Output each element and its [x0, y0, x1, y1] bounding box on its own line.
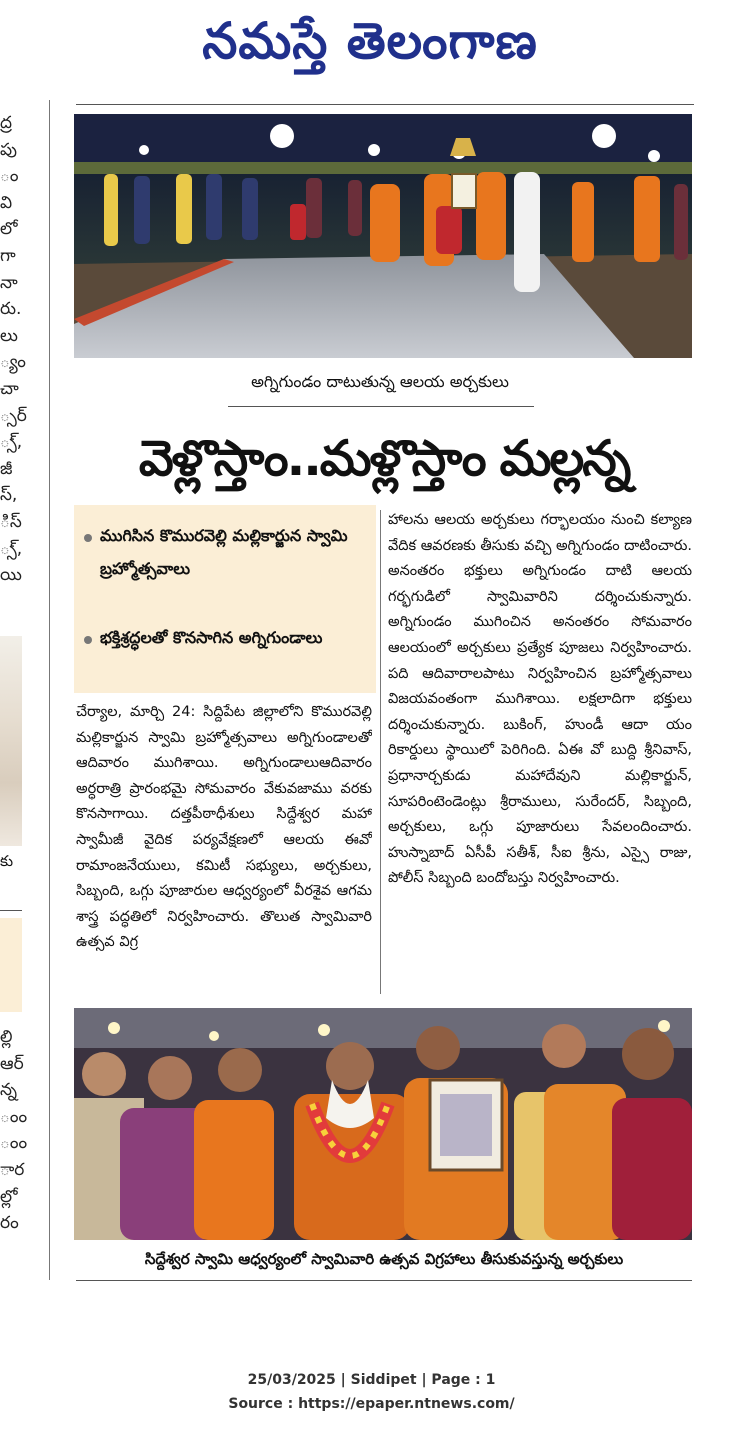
adjacent-article-line: ం: [0, 166, 19, 187]
adjacent-article-column-lower: [0, 1024, 30, 1244]
adjacent-article-line: ద్ర: [0, 113, 13, 133]
adjacent-article-line: లు: [0, 325, 18, 346]
adjacent-article-photo: [0, 636, 22, 846]
highlight-text: భక్తిశ్రద్ధలతో కొనసాగిన అగ్నిగుండాలు: [100, 628, 323, 647]
adjacent-article-column: [0, 110, 30, 600]
adjacent-article-line: నా: [0, 272, 18, 293]
bullet-icon: [84, 636, 92, 644]
top-photo-caption: అగ్నిగుండం దాటుతున్న ఆలయ అర్చకులు: [251, 372, 509, 391]
highlight-text: ముగిసిన కొమురవెల్లి మల్లికార్జున స్వామి బ్రహ్మోత్సవాలు: [100, 526, 348, 578]
adjacent-article-line: ్స్,: [0, 432, 23, 453]
highlights-box: [74, 505, 376, 693]
adjacent-divider: [0, 910, 22, 911]
adjacent-article-caption: కు: [0, 852, 14, 870]
adjacent-article-line: జీ: [0, 458, 13, 479]
adjacent-article-line: ల్లో: [0, 1186, 18, 1207]
source-line: Source : https://epaper.ntnews.com/: [228, 1396, 515, 1412]
adjacent-article-line: గా: [0, 245, 16, 266]
bottom-photo-caption: సిద్దేశ్వర స్వామి ఆధ్వర్యంలో స్వామివారి ఉత్సవ విగ్రహాలు తీసుకువస్తున్న అర్చకులు: [144, 1250, 624, 1268]
bullet-icon: [84, 534, 92, 542]
article-body-right: [388, 508, 692, 998]
adjacent-article-line: ్స్,: [0, 538, 23, 559]
fire-walk-photo: [74, 114, 692, 358]
adjacent-article-line: యి: [0, 565, 22, 586]
adjacent-article-line: న్న: [0, 1080, 17, 1101]
adjacent-article-line: రు.: [0, 299, 22, 320]
body-column-divider: [380, 510, 381, 994]
adjacent-article-line: ార: [0, 1159, 25, 1180]
adjacent-article-line: స్,: [0, 485, 18, 506]
adjacent-article-line: ఆర్: [0, 1053, 24, 1074]
adjacent-article-line: ంం: [0, 1106, 28, 1127]
adjacent-article-line: చా: [0, 378, 19, 399]
adjacent-article-line: ్సర్: [0, 405, 27, 426]
body-paragraph: హాలను ఆలయ అర్చకులు గర్భాలయం నుంచి కల్యాణ వేదిక ఆవరణకు తీసుకు వచ్చి అగ్నిగుండం దాటించారు. అనంతరం భక్తులు అగ్నిగుండం దాటి ఆలయ గర్భగుడిలో స్వామివారిని దర్శించుకున్నారు. అగ్నిగుండం ముగించిన అనంతరం సోమవారం ఆలయంలో అర్చకులు ప్రత్యేక పూజలు నిర్వహించారు. పది ఆదివారాలపాటు నిర్వహించిన బ్రహ్మోత్సవాలు విజయవంతంగా ముగిశాయి. లక్షలాదిగా భక్తులు దర్శించుకున్నారు. బుకింగ్, హుండీ ఆదా యం రికార్డులు స్థాయిలో పెరిగింది. ఏఈ వో బుద్ది శ్రీనివాస్, ప్రధానార్చకుడు మహాదేవుని మల్లికార్జున్, సూపరింటెండెంట్లు శ్రీరాములు, సురేందర్, సిబ్బంది, అర్చకులు, ఒగ్గు పూజారులు సేవలందించారు. హుస్నాబాద్ ఏసీపీ సతీశ్, సీఐ శ్రీను, ఎస్సై రాజు, పోలీస్ సిబ్బంది బందోబస్తు నిర్వహించారు.: [388, 512, 692, 887]
adjacent-article-line: ్యం: [0, 352, 26, 373]
body-paragraph: చేర్యాల, మార్చి 24: సిద్దిపేట జిల్లాలోని కొమురవెల్లి మల్లికార్జున స్వామి బ్రహ్మోత్సవాలు అగ్నిగుండాలతో ఆదివారం ముగిశాయి. అగ్నిగుండాలుఆదివారం అర్ధరాత్రి ప్రారంభమై సోమవారం వేకువజాము వరకు కొనసాగాయి. దత్తపీఠాధీశులు సిద్దేశ్వర మహా స్వామీజీ వైదిక పర్యవేక్షణలో ఆలయ ఈవో రామాంజనేయులు, కమిటీ సభ్యులు, అర్చకులు, సిబ్బంది, ఒగ్గు పూజారుల ఆధ్వర్యంలో వీరశైవ ఆగమ శాస్త్ర పద్ధతిలో నిర్వహించారు. తొలుత స్వామివారి ఉత్సవ విగ్ర: [76, 704, 372, 951]
adjacent-article-line: ల్లి: [0, 1027, 13, 1047]
adjacent-article-line: పు: [0, 139, 17, 160]
adjacent-article-line: ంం: [0, 1133, 28, 1154]
procession-illustration: [74, 1008, 692, 1240]
column-divider: [49, 100, 50, 1280]
adjacent-article-line: ిస్: [0, 511, 22, 532]
article-body-left: [76, 700, 372, 996]
masthead-logo: నమస్తే తెలంగాణ: [202, 12, 538, 70]
caption-underline: [76, 1280, 692, 1281]
highlight-item: [100, 621, 370, 654]
fire-walk-illustration: [74, 114, 692, 358]
edition-line: 25/03/2025 | Siddipet | Page : 1: [247, 1372, 496, 1388]
masthead-divider: [76, 104, 694, 105]
adjacent-article-line: లో: [0, 219, 18, 240]
adjacent-article-line: వి: [0, 192, 13, 213]
procession-photo: [74, 1008, 692, 1240]
adjacent-ad-box: [0, 918, 22, 1012]
highlight-item: [100, 519, 370, 585]
caption-underline: [228, 406, 534, 407]
article-headline: వెళ్లొస్తాం..మళ్లొస్తాం మల్లన్న: [138, 430, 630, 487]
adjacent-article-line: రం: [0, 1213, 19, 1234]
